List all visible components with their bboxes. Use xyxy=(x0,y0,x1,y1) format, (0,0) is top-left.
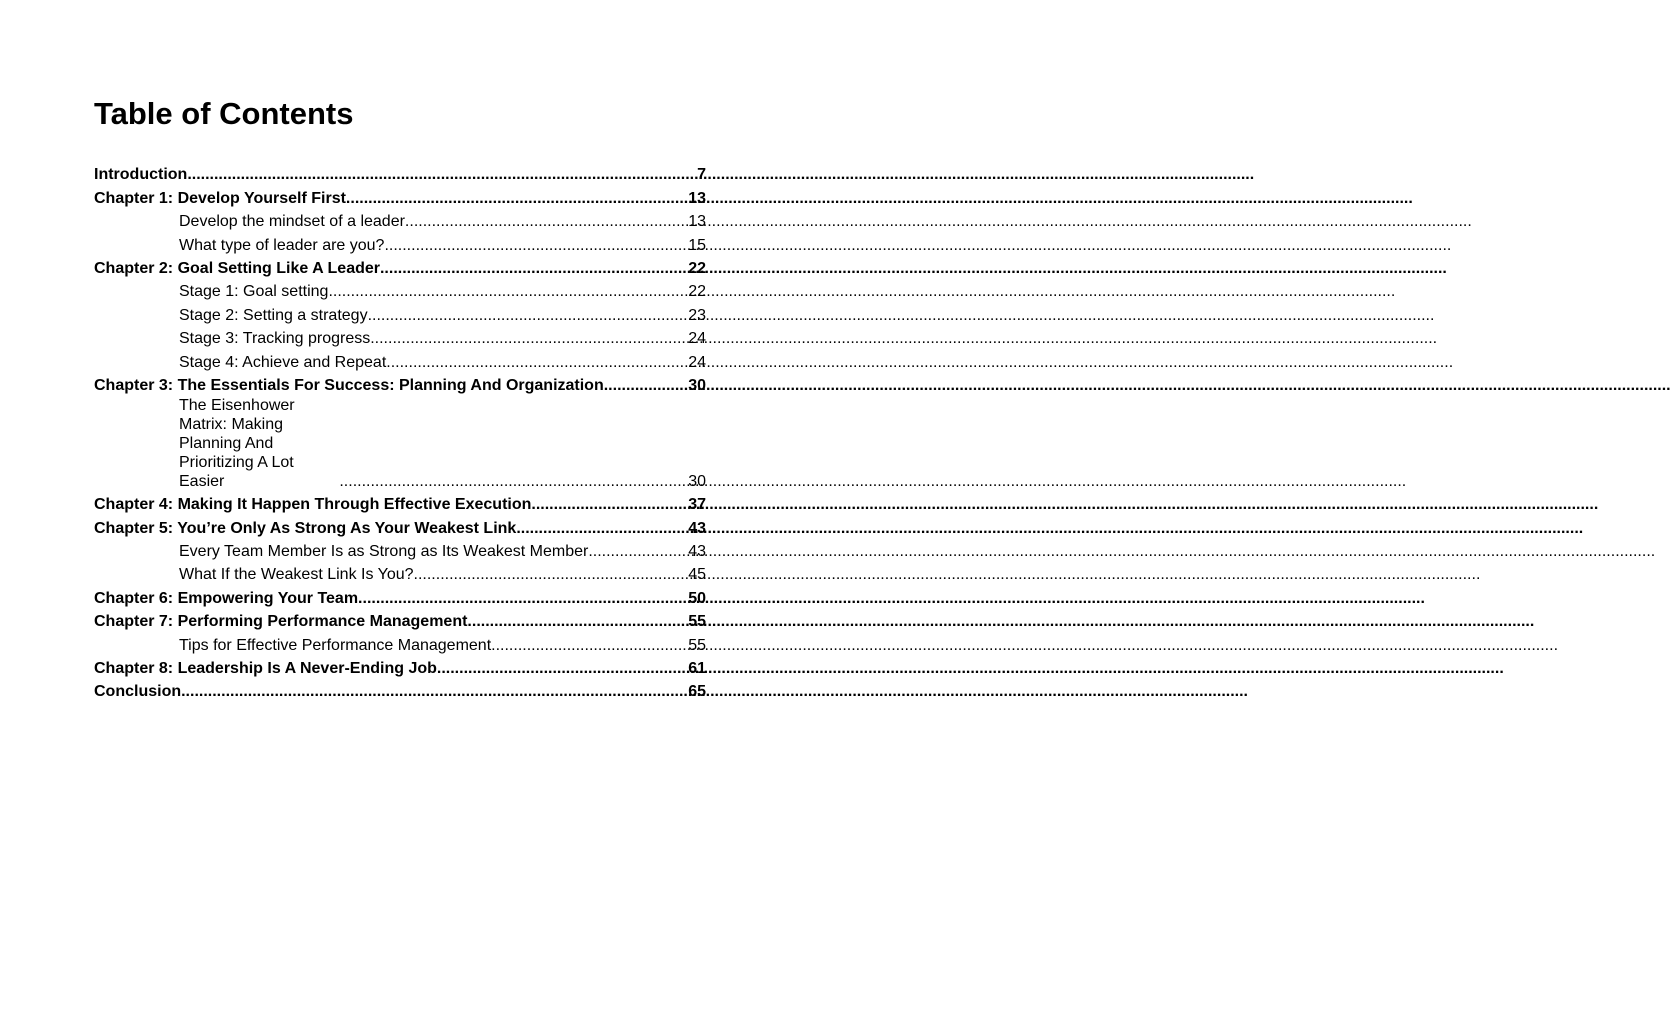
table-of-contents xyxy=(94,161,706,701)
toc-entry-section[interactable] xyxy=(94,561,706,584)
dot-leader xyxy=(358,589,687,608)
dot-leader xyxy=(181,682,687,701)
toc-entry-section[interactable] xyxy=(94,231,706,254)
toc-entry-chapter-2[interactable] xyxy=(94,255,706,278)
toc-entry-label: Chapter 1: Develop Yourself First xyxy=(94,189,346,207)
dot-leader xyxy=(386,353,687,372)
toc-page-number: 43 xyxy=(688,543,706,561)
toc-entry-label: Tips for Effective Performance Management xyxy=(179,636,492,654)
dot-leader xyxy=(588,542,687,561)
toc-entry-section[interactable] xyxy=(94,278,706,301)
dot-leader xyxy=(467,612,687,631)
toc-page-number: 22 xyxy=(688,283,706,301)
toc-entry-section[interactable] xyxy=(94,208,706,231)
document-page xyxy=(94,92,706,701)
toc-page-number: 43 xyxy=(688,519,706,537)
page-title: Table of Contents xyxy=(94,96,354,131)
toc-page-number: 50 xyxy=(688,589,706,607)
toc-entry-chapter-1[interactable] xyxy=(94,184,706,207)
dot-leader xyxy=(370,329,687,348)
dot-leader xyxy=(339,472,687,491)
dot-leader xyxy=(346,189,687,208)
toc-entry-chapter-5[interactable] xyxy=(94,514,706,537)
toc-entry-conclusion[interactable] xyxy=(94,678,706,701)
toc-page-number: 61 xyxy=(688,660,706,678)
toc-entry-section[interactable] xyxy=(94,631,706,654)
dot-leader xyxy=(380,259,687,278)
toc-page-number: 15 xyxy=(688,236,706,254)
toc-entry-label: Chapter 7: Performing Performance Management xyxy=(94,613,468,631)
toc-page-number: 30 xyxy=(688,472,706,490)
toc-entry-section[interactable] xyxy=(94,301,706,324)
toc-entry-label: Chapter 5: You’re Only As Strong As Your Weakest Link xyxy=(94,519,517,537)
toc-entry-label: Chapter 3: The Essentials For Success: Planning And Organization xyxy=(94,376,604,394)
dot-leader xyxy=(328,282,687,301)
dot-leader xyxy=(604,376,687,395)
toc-entry-label: Chapter 2: Goal Setting Like A Leader xyxy=(94,259,380,277)
toc-page-number: 37 xyxy=(688,496,706,514)
toc-entry-label: Every Team Member Is as Strong as Its Weakest Member xyxy=(179,543,589,561)
toc-entry-label: Stage 1: Goal setting xyxy=(179,283,329,301)
toc-entry-chapter-3[interactable] xyxy=(94,372,706,395)
toc-page-number: 30 xyxy=(688,376,706,394)
toc-page-number: 13 xyxy=(688,213,706,231)
toc-page-number: 22 xyxy=(688,259,706,277)
dot-leader xyxy=(414,565,688,584)
toc-entry-section[interactable] xyxy=(94,538,706,561)
dot-leader xyxy=(516,519,687,538)
toc-entry-label: What If the Weakest Link Is You? xyxy=(179,566,414,584)
dot-leader xyxy=(491,636,687,655)
toc-entry-label: The Eisenhower Matrix: Making Planning And Prioritizing A Lot Easier xyxy=(179,396,295,490)
toc-entry-chapter-7[interactable] xyxy=(94,608,706,631)
toc-entry-section[interactable] xyxy=(94,395,706,491)
toc-page-number: 24 xyxy=(688,353,706,371)
toc-page-number: 55 xyxy=(688,636,706,654)
toc-page-number: 65 xyxy=(688,683,706,701)
toc-entry-label: What type of leader are you? xyxy=(179,236,385,254)
toc-entry-label: Introduction xyxy=(94,166,188,184)
dot-leader xyxy=(405,212,687,231)
toc-page-number: 24 xyxy=(688,330,706,348)
toc-entry-label: Chapter 4: Making It Happen Through Effective Execution xyxy=(94,496,532,514)
toc-entry-label: Develop the mindset of a leader xyxy=(179,213,405,231)
toc-entry-label: Chapter 6: Empowering Your Team xyxy=(94,589,359,607)
toc-page-number: 23 xyxy=(688,306,706,324)
dot-leader xyxy=(368,306,688,325)
toc-page-number: 13 xyxy=(688,189,706,207)
toc-entry-chapter-8[interactable] xyxy=(94,655,706,678)
toc-entry-section[interactable] xyxy=(94,325,706,348)
toc-entry-introduction[interactable] xyxy=(94,161,706,184)
dot-leader xyxy=(384,236,687,255)
toc-page-number: 55 xyxy=(688,613,706,631)
toc-page-number: 45 xyxy=(688,566,706,584)
dot-leader xyxy=(437,659,687,678)
toc-entry-chapter-6[interactable] xyxy=(94,584,706,607)
dot-leader xyxy=(187,165,696,184)
toc-page-number: 7 xyxy=(697,166,706,184)
toc-entry-label: Stage 2: Setting a strategy xyxy=(179,306,368,324)
toc-entry-label: Stage 4: Achieve and Repeat xyxy=(179,353,387,371)
toc-entry-label: Stage 3: Tracking progress xyxy=(179,330,371,348)
toc-entry-chapter-4[interactable] xyxy=(94,491,706,514)
toc-entry-section[interactable] xyxy=(94,348,706,371)
dot-leader xyxy=(531,495,687,514)
toc-entry-label: Conclusion xyxy=(94,683,182,701)
toc-entry-label: Chapter 8: Leadership Is A Never-Ending Job xyxy=(94,660,437,678)
